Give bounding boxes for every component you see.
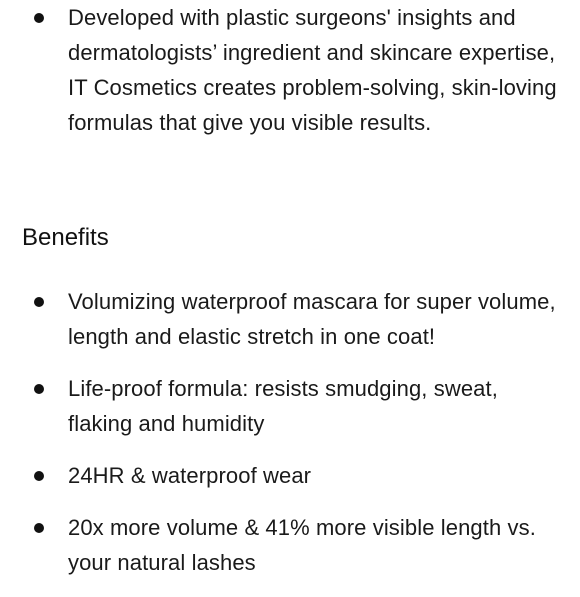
bullet-icon	[34, 384, 44, 394]
bullet-icon	[34, 297, 44, 307]
benefits-list	[0, 284, 580, 597]
list-item-text: 20x more volume & 41% more visible length vs. your natural lashes	[68, 515, 536, 575]
list-item-text: Developed with plastic surgeons' insights and dermatologists’ ingredient and skincare expertise, IT Cosmetics creates problem-solving, skin-loving formulas that give you visible results.	[68, 5, 557, 135]
intro-list	[0, 0, 580, 140]
bullet-icon	[34, 471, 44, 481]
list-item	[0, 510, 580, 580]
list-item	[0, 458, 580, 493]
bullet-icon	[34, 523, 44, 533]
benefits-heading: Benefits	[22, 224, 109, 251]
bullet-icon	[34, 13, 44, 23]
list-item	[0, 371, 580, 441]
list-item	[0, 284, 580, 354]
list-item	[0, 0, 580, 140]
list-item-text: Life-proof formula: resists smudging, sweat, flaking and humidity	[68, 376, 498, 436]
list-item-text: Volumizing waterproof mascara for super volume, length and elastic stretch in one coat!	[68, 289, 556, 349]
list-item-text: 24HR & waterproof wear	[68, 463, 312, 488]
